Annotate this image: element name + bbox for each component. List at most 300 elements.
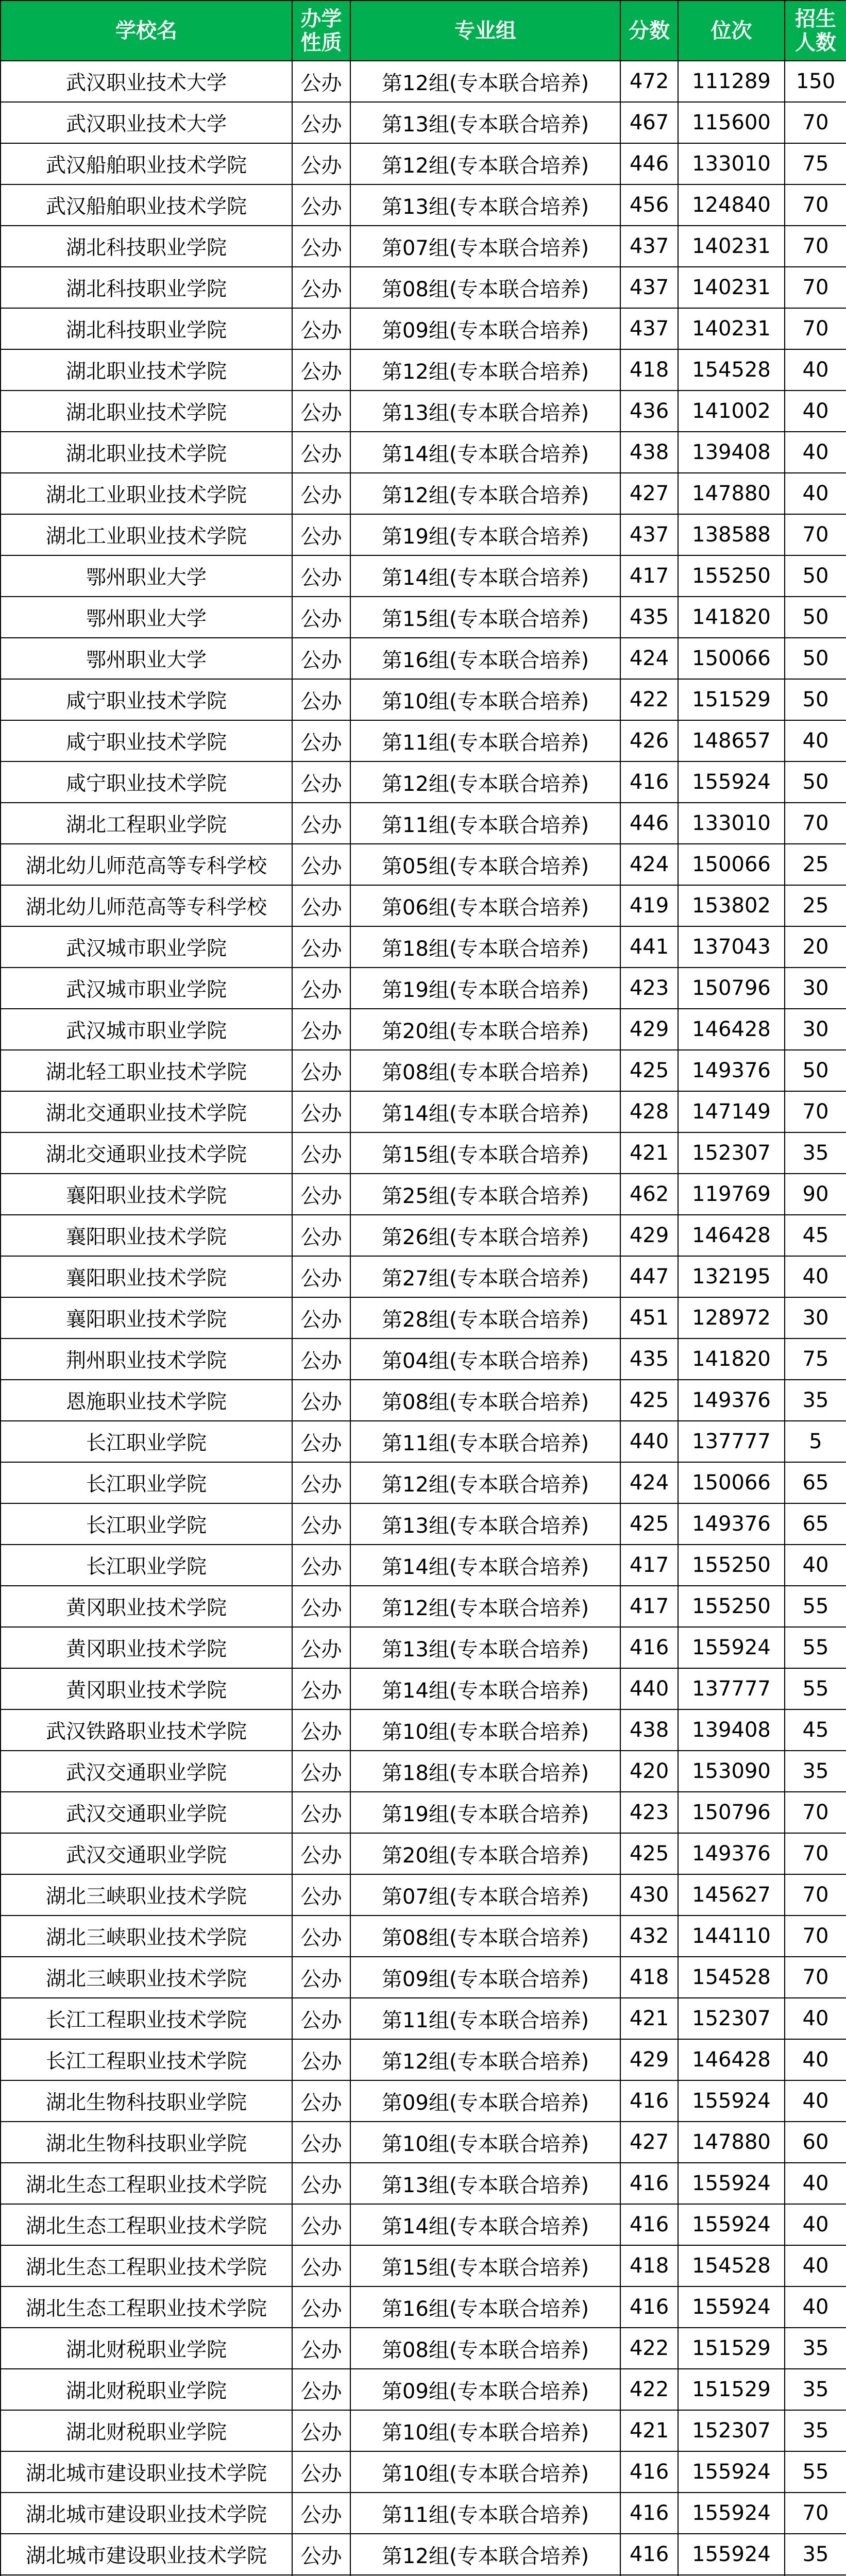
school-name-cell: 湖北三峡职业技术学院 <box>1 1874 292 1916</box>
school-type-cell: 公办 <box>292 1751 350 1792</box>
school-name-cell: 湖北职业技术学院 <box>1 349 292 391</box>
school-type-cell: 公办 <box>292 102 350 143</box>
enrollment-cell: 55 <box>785 1668 846 1709</box>
rank-cell: 150066 <box>678 844 785 885</box>
enrollment-cell: 35 <box>785 2534 846 2575</box>
enrollment-cell: 40 <box>785 720 846 761</box>
major-group-cell: 第08组(专本联合培养) <box>350 1916 620 1957</box>
enrollment-cell: 70 <box>785 514 846 555</box>
table-row <box>1 308 846 349</box>
school-type-cell: 公办 <box>292 2451 350 2493</box>
school-type-cell: 公办 <box>292 267 350 308</box>
rank-cell: 150796 <box>678 1792 785 1833</box>
score-cell: 416 <box>620 2163 678 2204</box>
major-group-cell: 第04组(专本联合培养) <box>350 1338 620 1380</box>
header-row <box>1 1 846 61</box>
enrollment-cell: 30 <box>785 1009 846 1050</box>
rank-cell: 150066 <box>678 638 785 679</box>
score-cell: 421 <box>620 1132 678 1174</box>
enrollment-cell: 50 <box>785 555 846 597</box>
enrollment-cell: 40 <box>785 391 846 432</box>
rank-cell: 139408 <box>678 1709 785 1751</box>
table-row <box>1 1709 846 1751</box>
school-name-cell: 湖北生态工程职业技术学院 <box>1 2163 292 2204</box>
school-name-cell: 鄂州职业大学 <box>1 638 292 679</box>
rank-cell: 154528 <box>678 2245 785 2286</box>
table-row <box>1 968 846 1009</box>
rank-cell: 137777 <box>678 1668 785 1709</box>
school-type-cell: 公办 <box>292 1957 350 1998</box>
school-type-cell: 公办 <box>292 308 350 349</box>
table-row <box>1 2451 846 2493</box>
school-type-cell: 公办 <box>292 885 350 926</box>
school-type-cell: 公办 <box>292 968 350 1009</box>
school-name-cell: 湖北财税职业学院 <box>1 2369 292 2410</box>
enrollment-cell: 40 <box>785 2286 846 2328</box>
major-group-cell: 第12组(专本联合培养) <box>350 349 620 391</box>
rank-cell: 137043 <box>678 926 785 968</box>
school-name-cell: 武汉职业技术大学 <box>1 61 292 102</box>
major-group-cell: 第15组(专本联合培养) <box>350 1132 620 1174</box>
rank-cell: 141820 <box>678 597 785 638</box>
major-group-cell: 第12组(专本联合培养) <box>350 1586 620 1627</box>
school-type-cell: 公办 <box>292 2328 350 2369</box>
score-cell: 429 <box>620 1215 678 1256</box>
enrollment-cell: 50 <box>785 1050 846 1091</box>
rank-cell: 147149 <box>678 1091 785 1132</box>
rank-cell: 138588 <box>678 514 785 555</box>
score-cell: 440 <box>620 1668 678 1709</box>
enrollment-cell: 40 <box>785 1256 846 1297</box>
major-group-cell: 第12组(专本联合培养) <box>350 473 620 514</box>
rank-cell: 150066 <box>678 1462 785 1503</box>
enrollment-cell: 90 <box>785 1174 846 1215</box>
rank-cell: 115600 <box>678 102 785 143</box>
school-name-cell: 武汉城市职业学院 <box>1 968 292 1009</box>
enrollment-cell: 40 <box>785 349 846 391</box>
rank-cell: 150796 <box>678 968 785 1009</box>
score-cell: 424 <box>620 1462 678 1503</box>
school-type-cell: 公办 <box>292 1174 350 1215</box>
table-row <box>1 844 846 885</box>
rank-cell: 155924 <box>678 761 785 803</box>
score-cell: 447 <box>620 1256 678 1297</box>
score-cell: 446 <box>620 803 678 844</box>
school-name-cell: 湖北城市建设职业技术学院 <box>1 2451 292 2493</box>
school-name-cell: 湖北三峡职业技术学院 <box>1 1916 292 1957</box>
school-type-cell: 公办 <box>292 638 350 679</box>
school-name-cell: 湖北幼儿师范高等专科学校 <box>1 885 292 926</box>
table-row <box>1 1586 846 1627</box>
major-group-cell: 第08组(专本联合培养) <box>350 267 620 308</box>
table-row <box>1 638 846 679</box>
table-row <box>1 226 846 267</box>
score-cell: 426 <box>620 720 678 761</box>
table-row <box>1 1132 846 1174</box>
score-cell: 417 <box>620 1545 678 1586</box>
school-type-cell: 公办 <box>292 1297 350 1338</box>
school-type-cell: 公办 <box>292 1586 350 1627</box>
major-group-cell: 第09组(专本联合培养) <box>350 2369 620 2410</box>
major-group-cell: 第11组(专本联合培养) <box>350 2493 620 2534</box>
table-row <box>1 1174 846 1215</box>
score-cell: 472 <box>620 61 678 102</box>
school-type-cell: 公办 <box>292 1627 350 1668</box>
table-row <box>1 803 846 844</box>
table-row <box>1 1792 846 1833</box>
score-cell: 416 <box>620 2493 678 2534</box>
table-row <box>1 1215 846 1256</box>
school-type-cell: 公办 <box>292 1009 350 1050</box>
table-row <box>1 2204 846 2245</box>
rank-cell: 139408 <box>678 432 785 473</box>
score-cell: 425 <box>620 1833 678 1874</box>
table-row <box>1 267 846 308</box>
major-group-cell: 第27组(专本联合培养) <box>350 1256 620 1297</box>
major-group-cell: 第10组(专本联合培养) <box>350 2122 620 2163</box>
school-name-cell: 湖北交通职业技术学院 <box>1 1132 292 1174</box>
table-row <box>1 885 846 926</box>
school-name-cell: 湖北生物科技职业学院 <box>1 2080 292 2122</box>
rank-cell: 155250 <box>678 1586 785 1627</box>
score-cell: 429 <box>620 1009 678 1050</box>
table-row <box>1 1751 846 1792</box>
enrollment-cell: 70 <box>785 102 846 143</box>
school-name-cell: 鄂州职业大学 <box>1 555 292 597</box>
score-cell: 416 <box>620 1627 678 1668</box>
rank-cell: 155924 <box>678 2204 785 2245</box>
score-cell: 423 <box>620 1792 678 1833</box>
school-name-cell: 湖北幼儿师范高等专科学校 <box>1 844 292 885</box>
rank-cell: 154528 <box>678 349 785 391</box>
school-name-cell: 长江职业学院 <box>1 1503 292 1545</box>
score-cell: 437 <box>620 226 678 267</box>
school-type-cell: 公办 <box>292 1215 350 1256</box>
score-cell: 432 <box>620 1916 678 1957</box>
enrollment-cell: 35 <box>785 1751 846 1792</box>
school-type-cell: 公办 <box>292 1338 350 1380</box>
table-row <box>1 391 846 432</box>
school-name-cell: 荆州职业技术学院 <box>1 1338 292 1380</box>
major-group-cell: 第12组(专本联合培养) <box>350 2534 620 2575</box>
major-group-cell: 第14组(专本联合培养) <box>350 2204 620 2245</box>
score-cell: 418 <box>620 349 678 391</box>
major-group-cell: 第14组(专本联合培养) <box>350 1545 620 1586</box>
school-type-cell: 公办 <box>292 184 350 226</box>
table-body <box>1 61 846 2576</box>
school-type-cell: 公办 <box>292 2534 350 2575</box>
enrollment-cell: 45 <box>785 1709 846 1751</box>
rank-cell: 152307 <box>678 1132 785 1174</box>
score-cell: 437 <box>620 267 678 308</box>
school-name-cell: 湖北生态工程职业技术学院 <box>1 2286 292 2328</box>
major-group-cell: 第14组(专本联合培养) <box>350 432 620 473</box>
major-group-cell: 第13组(专本联合培养) <box>350 1503 620 1545</box>
enrollment-cell: 75 <box>785 1338 846 1380</box>
score-cell: 425 <box>620 1503 678 1545</box>
table-row <box>1 1957 846 1998</box>
school-name-cell: 湖北工业职业技术学院 <box>1 514 292 555</box>
enrollment-cell: 50 <box>785 638 846 679</box>
school-type-cell: 公办 <box>292 391 350 432</box>
table-row <box>1 2245 846 2286</box>
rank-cell: 149376 <box>678 1050 785 1091</box>
table-row <box>1 473 846 514</box>
enrollment-cell: 50 <box>785 761 846 803</box>
table-row <box>1 2080 846 2122</box>
enrollment-cell: 55 <box>785 2451 846 2493</box>
school-type-cell: 公办 <box>292 761 350 803</box>
score-cell: 462 <box>620 1174 678 1215</box>
score-cell: 418 <box>620 1957 678 1998</box>
enrollment-cell: 40 <box>785 1545 846 1586</box>
major-group-cell: 第12组(专本联合培养) <box>350 2039 620 2080</box>
rank-cell: 155924 <box>678 1627 785 1668</box>
table-row <box>1 555 846 597</box>
school-name-cell: 湖北职业技术学院 <box>1 391 292 432</box>
table-row <box>1 61 846 102</box>
table-row <box>1 2410 846 2451</box>
table-row <box>1 1050 846 1091</box>
school-type-cell: 公办 <box>292 1421 350 1462</box>
table-row <box>1 1297 846 1338</box>
table-row <box>1 2286 846 2328</box>
enrollment-cell: 30 <box>785 1297 846 1338</box>
school-type-cell: 公办 <box>292 226 350 267</box>
score-cell: 416 <box>620 2204 678 2245</box>
school-name-cell: 湖北工程职业学院 <box>1 803 292 844</box>
school-name-cell: 湖北工业职业技术学院 <box>1 473 292 514</box>
table-row <box>1 1462 846 1503</box>
enrollment-cell: 65 <box>785 1462 846 1503</box>
school-name-cell: 湖北轻工职业技术学院 <box>1 1050 292 1091</box>
rank-cell: 155924 <box>678 2163 785 2204</box>
score-cell: 417 <box>620 555 678 597</box>
score-cell: 435 <box>620 1338 678 1380</box>
enrollment-cell: 50 <box>785 679 846 720</box>
table-row <box>1 2328 846 2369</box>
table-row <box>1 184 846 226</box>
school-type-cell: 公办 <box>292 1091 350 1132</box>
major-group-cell: 第11组(专本联合培养) <box>350 720 620 761</box>
rank-cell: 140231 <box>678 308 785 349</box>
rank-cell: 146428 <box>678 1009 785 1050</box>
school-name-cell: 武汉铁路职业技术学院 <box>1 1709 292 1751</box>
table-row <box>1 1998 846 2039</box>
school-type-cell: 公办 <box>292 2493 350 2534</box>
score-cell: 425 <box>620 1050 678 1091</box>
score-cell: 423 <box>620 968 678 1009</box>
enrollment-cell: 70 <box>785 267 846 308</box>
school-type-cell: 公办 <box>292 926 350 968</box>
school-type-cell: 公办 <box>292 1380 350 1421</box>
enrollment-cell: 55 <box>785 1627 846 1668</box>
score-cell: 436 <box>620 391 678 432</box>
enrollment-cell: 40 <box>785 473 846 514</box>
school-name-cell: 武汉职业技术大学 <box>1 102 292 143</box>
rank-cell: 147880 <box>678 473 785 514</box>
school-type-cell: 公办 <box>292 597 350 638</box>
table-row <box>1 597 846 638</box>
school-type-cell: 公办 <box>292 1462 350 1503</box>
major-group-cell: 第14组(专本联合培养) <box>350 1668 620 1709</box>
school-name-cell: 襄阳职业技术学院 <box>1 1297 292 1338</box>
rank-cell: 128972 <box>678 1297 785 1338</box>
rank-cell: 149376 <box>678 1380 785 1421</box>
enrollment-cell: 20 <box>785 926 846 968</box>
score-cell: 430 <box>620 1874 678 1916</box>
enrollment-cell: 40 <box>785 2245 846 2286</box>
rank-cell: 146428 <box>678 1215 785 1256</box>
school-name-cell: 湖北三峡职业技术学院 <box>1 1957 292 1998</box>
rank-cell: 140231 <box>678 267 785 308</box>
score-cell: 421 <box>620 2410 678 2451</box>
school-name-cell: 长江职业学院 <box>1 1545 292 1586</box>
major-group-cell: 第05组(专本联合培养) <box>350 844 620 885</box>
score-cell: 421 <box>620 1998 678 2039</box>
school-name-cell: 襄阳职业技术学院 <box>1 1174 292 1215</box>
enrollment-cell: 70 <box>785 1792 846 1833</box>
major-group-cell: 第12组(专本联合培养) <box>350 761 620 803</box>
enrollment-cell: 70 <box>785 1916 846 1957</box>
enrollment-cell: 35 <box>785 1132 846 1174</box>
school-name-cell: 湖北科技职业学院 <box>1 267 292 308</box>
rank-cell: 155924 <box>678 2080 785 2122</box>
enrollment-cell: 35 <box>785 2328 846 2369</box>
table-row <box>1 1009 846 1050</box>
school-name-cell: 武汉交通职业学院 <box>1 1792 292 1833</box>
school-type-cell: 公办 <box>292 2122 350 2163</box>
major-group-cell: 第11组(专本联合培养) <box>350 1998 620 2039</box>
score-cell: 417 <box>620 1586 678 1627</box>
table-row <box>1 1338 846 1380</box>
school-type-cell: 公办 <box>292 1545 350 1586</box>
school-name-cell: 湖北财税职业学院 <box>1 2328 292 2369</box>
enrollment-cell: 45 <box>785 1215 846 1256</box>
enrollment-cell: 40 <box>785 2080 846 2122</box>
major-group-cell: 第08组(专本联合培养) <box>350 2328 620 2369</box>
school-type-cell: 公办 <box>292 1050 350 1091</box>
major-group-cell: 第25组(专本联合培养) <box>350 1174 620 1215</box>
major-group-cell: 第11组(专本联合培养) <box>350 1421 620 1462</box>
major-group-cell: 第07组(专本联合培养) <box>350 226 620 267</box>
major-group-cell: 第18组(专本联合培养) <box>350 926 620 968</box>
table-row <box>1 1916 846 1957</box>
score-cell: 422 <box>620 679 678 720</box>
major-group-cell: 第16组(专本联合培养) <box>350 2286 620 2328</box>
table-row <box>1 761 846 803</box>
table-row <box>1 2163 846 2204</box>
score-cell: 428 <box>620 1091 678 1132</box>
rank-cell: 124840 <box>678 184 785 226</box>
rank-cell: 146428 <box>678 2039 785 2080</box>
school-name-cell: 黄冈职业技术学院 <box>1 1668 292 1709</box>
rank-cell: 145627 <box>678 1874 785 1916</box>
major-group-cell: 第14组(专本联合培养) <box>350 555 620 597</box>
rank-cell: 141002 <box>678 391 785 432</box>
school-name-cell: 湖北城市建设职业技术学院 <box>1 2493 292 2534</box>
score-cell: 422 <box>620 2328 678 2369</box>
major-group-cell: 第15组(专本联合培养) <box>350 597 620 638</box>
enrollment-cell: 70 <box>785 1833 846 1874</box>
school-name-cell: 咸宁职业技术学院 <box>1 761 292 803</box>
enrollment-cell: 70 <box>785 226 846 267</box>
rank-cell: 119769 <box>678 1174 785 1215</box>
major-group-cell: 第10组(专本联合培养) <box>350 2410 620 2451</box>
table-row <box>1 2122 846 2163</box>
school-type-cell: 公办 <box>292 2080 350 2122</box>
school-type-cell: 公办 <box>292 2204 350 2245</box>
enrollment-cell: 70 <box>785 2493 846 2534</box>
school-type-cell: 公办 <box>292 1668 350 1709</box>
score-cell: 446 <box>620 143 678 184</box>
rank-cell: 151529 <box>678 679 785 720</box>
score-cell: 425 <box>620 1380 678 1421</box>
school-type-cell: 公办 <box>292 2163 350 2204</box>
table-row <box>1 679 846 720</box>
table-row <box>1 432 846 473</box>
rank-cell: 152307 <box>678 2410 785 2451</box>
major-group-cell: 第12组(专本联合培养) <box>350 143 620 184</box>
score-cell: 416 <box>620 2286 678 2328</box>
rank-cell: 155924 <box>678 2493 785 2534</box>
header-school-name: 学校名 <box>1 1 292 61</box>
table-row <box>1 1545 846 1586</box>
school-type-cell: 公办 <box>292 143 350 184</box>
rank-cell: 155250 <box>678 1545 785 1586</box>
rank-cell: 154528 <box>678 1957 785 1998</box>
school-type-cell: 公办 <box>292 555 350 597</box>
enrollment-cell: 35 <box>785 1380 846 1421</box>
table-header <box>1 1 846 61</box>
enrollment-cell: 25 <box>785 844 846 885</box>
score-cell: 416 <box>620 761 678 803</box>
header-major-group: 专业组 <box>350 1 620 61</box>
enrollment-cell: 70 <box>785 1091 846 1132</box>
rank-cell: 155250 <box>678 555 785 597</box>
enrollment-cell: 35 <box>785 2410 846 2451</box>
table-row <box>1 1421 846 1462</box>
major-group-cell: 第10组(专本联合培养) <box>350 679 620 720</box>
table-row <box>1 720 846 761</box>
rank-cell: 155924 <box>678 2286 785 2328</box>
enrollment-cell: 5 <box>785 1421 846 1462</box>
major-group-cell: 第07组(专本联合培养) <box>350 1874 620 1916</box>
school-name-cell: 湖北财税职业学院 <box>1 2410 292 2451</box>
enrollment-cell: 40 <box>785 2163 846 2204</box>
table-row <box>1 1091 846 1132</box>
table-row <box>1 2493 846 2534</box>
major-group-cell: 第11组(专本联合培养) <box>350 803 620 844</box>
school-type-cell: 公办 <box>292 432 350 473</box>
major-group-cell: 第28组(专本联合培养) <box>350 1297 620 1338</box>
score-cell: 422 <box>620 2369 678 2410</box>
rank-cell: 149376 <box>678 1503 785 1545</box>
major-group-cell: 第19组(专本联合培养) <box>350 968 620 1009</box>
school-name-cell: 长江工程职业技术学院 <box>1 2039 292 2080</box>
school-type-cell: 公办 <box>292 2369 350 2410</box>
enrollment-cell: 40 <box>785 2039 846 2080</box>
school-type-cell: 公办 <box>292 679 350 720</box>
enrollment-cell: 55 <box>785 1586 846 1627</box>
major-group-cell: 第10组(专本联合培养) <box>350 2451 620 2493</box>
major-group-cell: 第14组(专本联合培养) <box>350 1091 620 1132</box>
school-type-cell: 公办 <box>292 1916 350 1957</box>
major-group-cell: 第16组(专本联合培养) <box>350 638 620 679</box>
major-group-cell: 第13组(专本联合培养) <box>350 2163 620 2204</box>
school-name-cell: 咸宁职业技术学院 <box>1 720 292 761</box>
rank-cell: 155924 <box>678 2451 785 2493</box>
